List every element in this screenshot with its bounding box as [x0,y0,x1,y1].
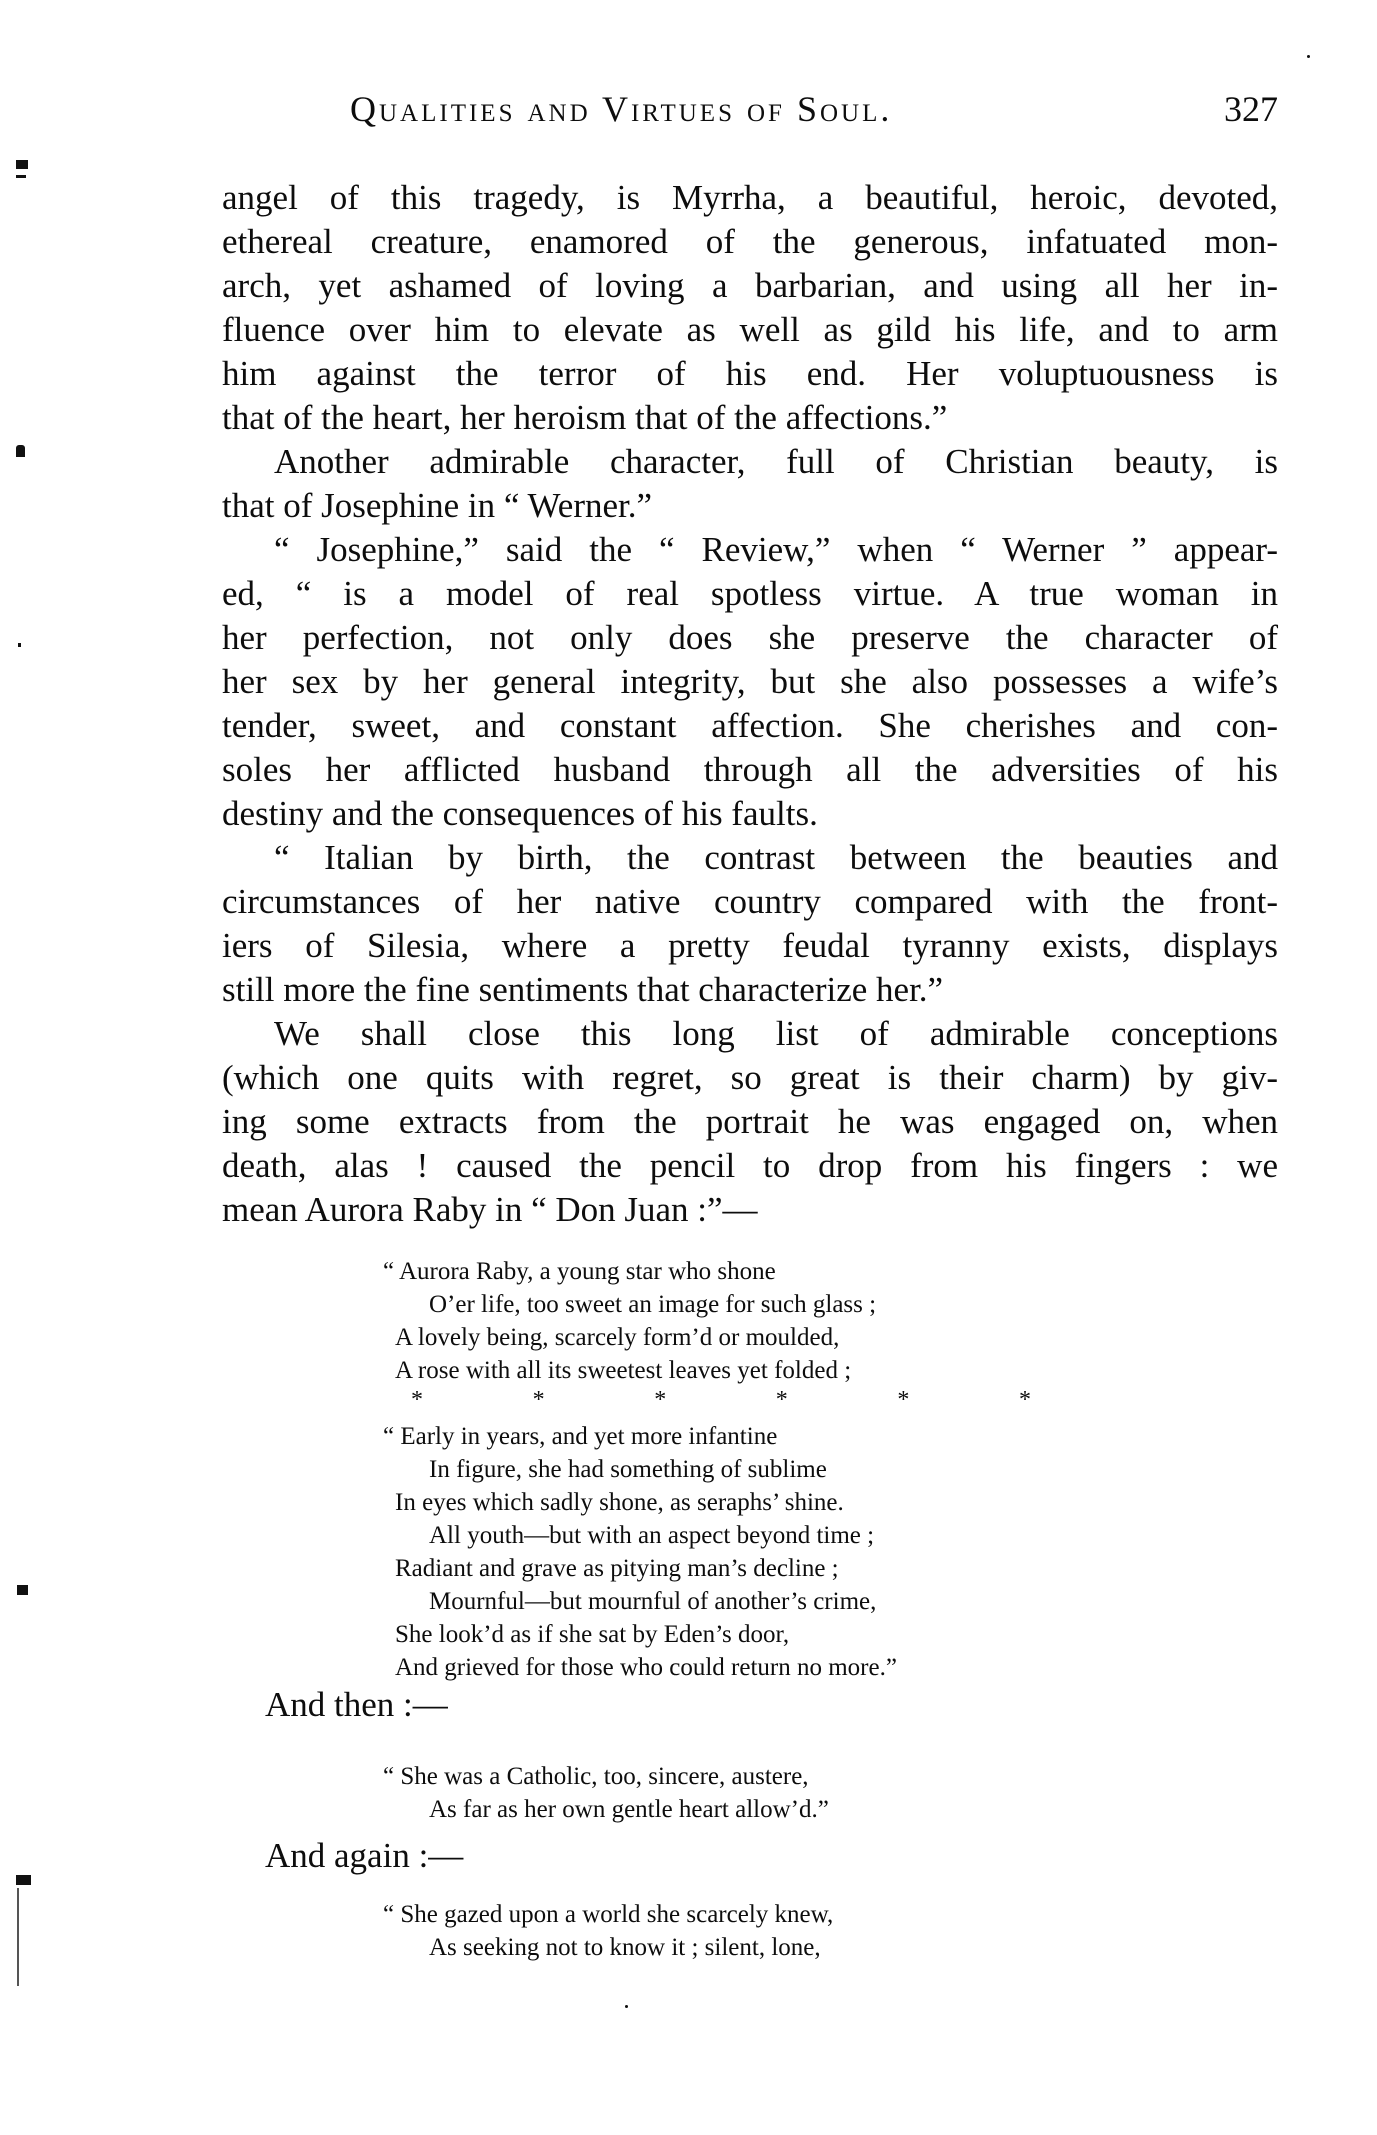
verse-line: She look’d as if she sat by Eden’s door, [395,1621,790,1648]
text-line: ethereal creature, enamored of the generous, infatuated mon- [222,222,1278,261]
star: * [654,1387,667,1413]
text-line: ing some extracts from the portrait he was engaged on, when [222,1102,1278,1141]
lead-in-text: And then :— [265,1685,448,1724]
text-line: that of Josephine in “ Werner.” [222,486,653,525]
text-line: that of the heart, her heroism that of the affections.” [222,398,948,437]
paragraph-closing [222,1012,1278,1232]
text-line: arch, yet ashamed of loving a barbarian, and using all her in- [222,266,1278,305]
verse-block [383,1898,833,1964]
text-line: circumstances of her native country compared with the front- [222,882,1278,921]
verse-block [383,1255,1031,1413]
page-number: 327 [1224,89,1278,129]
verse-line: Radiant and grave as pitying man’s decline ; [395,1555,839,1582]
text-line: tender, sweet, and constant affection. She cherishes and con- [222,706,1278,745]
text-line: mean Aurora Raby in “ Don Juan :”— [222,1190,758,1229]
text-line: destiny and the consequences of his faults. [222,794,818,833]
text-line: angel of this tragedy, is Myrrha, a beautiful, heroic, devoted, [222,178,1278,217]
text-line: Another admirable character, full of Christian beauty, is [274,442,1278,481]
star: * [411,1387,423,1413]
scan-mark [16,445,25,457]
verse-line: “ Aurora Raby, a young star who shone [383,1258,776,1285]
verse-line: A rose with all its sweetest leaves yet folded ; [395,1357,852,1384]
verse-line: “ She gazed upon a world she scarcely knew, [383,1901,834,1928]
verse-block [383,1760,829,1826]
verse-line: “ She was a Catholic, too, sincere, austere, [383,1763,809,1790]
paragraph-italian [222,836,1278,1012]
text-line: fluence over him to elevate as well as gild his life, and to arm [222,310,1278,349]
verse-line: A lovely being, scarcely form’d or moulded, [395,1324,840,1351]
text-line: iers of Silesia, where a pretty feudal tyranny exists, displays [222,926,1278,965]
paragraph-review-quote [222,528,1278,836]
text-line: We shall close this long list of admirable conceptions [274,1014,1278,1053]
scan-mark [625,2005,628,2008]
scan-mark [16,1875,31,1885]
paragraph-josephine-intro [222,440,1278,528]
running-title: Qualities and Virtues of Soul. [350,89,893,129]
running-head [350,88,1278,138]
text-line: soles her afflicted husband through all the adversities of his [222,750,1278,789]
text-line: death, alas ! caused the pencil to drop from his fingers : we [222,1146,1278,1185]
paragraph-continued [222,176,1278,440]
text-line: ed, “ is a model of real spotless virtue. A true woman in [222,574,1278,613]
text-line: (which one quits with regret, so great is their charm) by giv- [222,1058,1278,1097]
star: * [532,1387,545,1413]
lead-in-text: And again :— [265,1836,464,1875]
text-line: her perfection, not only does she preserve the character of [222,618,1278,657]
text-line: “ Josephine,” said the “ Review,” when “ Werner ” appear- [274,530,1278,569]
verse-line: O’er life, too sweet an image for such glass ; [429,1291,877,1318]
scan-mark [17,1888,19,1986]
scan-mark [16,160,28,169]
verse-line: Mournful—but mournful of another’s crime, [429,1588,877,1615]
verse-block [383,1420,897,1684]
star: * [775,1387,788,1413]
scan-mark [17,1585,28,1595]
text-line: her sex by her general integrity, but she also possesses a wife’s [222,662,1278,701]
text-line: still more the fine sentiments that characterize her.” [222,970,944,1009]
verse-line: And grieved for those who could return no more.” [395,1654,897,1681]
verse-line: In eyes which sadly shone, as seraphs’ shine. [395,1489,844,1516]
star: * [1018,1387,1031,1413]
text-line: him against the terror of his end. Her voluptuousness is [222,354,1278,393]
scan-mark [18,643,21,647]
scan-mark [16,175,26,178]
verse-line: As far as her own gentle heart allow’d.” [429,1796,829,1823]
text-line: “ Italian by birth, the contrast between the beauties and [274,838,1278,877]
verse-line: “ Early in years, and yet more infantine [383,1423,778,1450]
verse-line: In figure, she had something of sublime [429,1456,827,1483]
ellipsis-stars [383,1387,1031,1413]
verse-line: All youth—but with an aspect beyond time ; [429,1522,875,1549]
verse-line: As seeking not to know it ; silent, lone, [429,1934,821,1961]
star: * [897,1387,910,1413]
scan-mark [1307,55,1310,58]
